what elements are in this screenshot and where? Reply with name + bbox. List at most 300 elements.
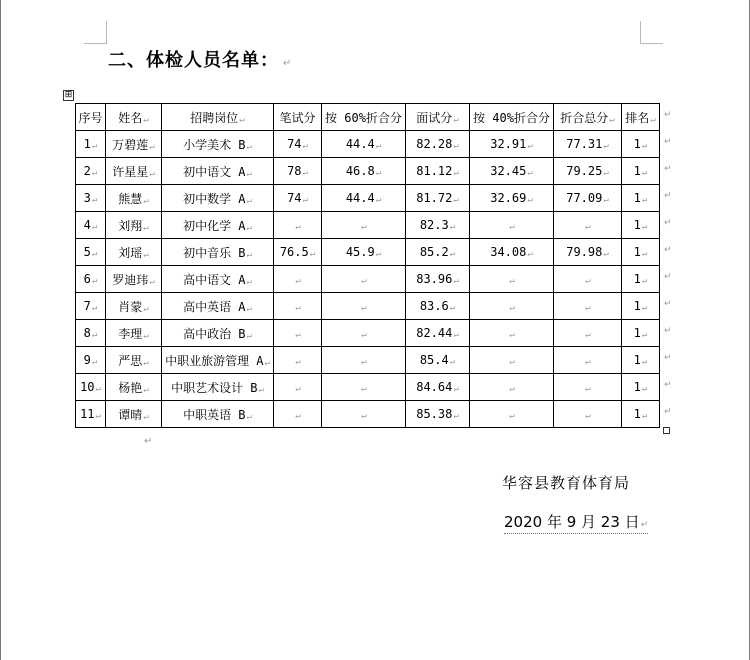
cell-written-60pct[interactable] xyxy=(322,212,406,239)
cell-value: 85.2 xyxy=(419,245,449,259)
cell-interview-score[interactable] xyxy=(406,239,470,266)
cell-value: 2 xyxy=(83,164,91,178)
cell-seq[interactable] xyxy=(76,185,106,212)
cell-written-score[interactable] xyxy=(274,293,322,320)
cell-interview-40pct[interactable] xyxy=(470,374,554,401)
row-end-mark: ↵ xyxy=(664,326,672,336)
cell-value: 83.6 xyxy=(419,299,449,313)
cell-total-score[interactable] xyxy=(554,239,622,266)
header-name xyxy=(106,104,162,131)
cell-name[interactable] xyxy=(106,374,162,401)
cell-end-mark: ↵ xyxy=(641,168,648,178)
cell-value: 76.5 xyxy=(279,245,309,259)
cell-end-mark: ↵ xyxy=(246,249,252,260)
cell-end-mark: ↵ xyxy=(453,168,459,178)
cell-value: 熊慧 xyxy=(118,191,143,206)
cell-end-mark: ↵ xyxy=(375,249,382,259)
cell-end-mark: ↵ xyxy=(509,222,515,232)
cell-seq[interactable] xyxy=(76,266,106,293)
row-end-mark: ↵ xyxy=(664,380,672,390)
header-label: 姓名 xyxy=(118,110,143,125)
cell-end-mark: ↵ xyxy=(585,357,591,367)
table-row xyxy=(76,320,660,347)
cell-value: 罗迪玮 xyxy=(112,272,149,287)
cell-value: 5 xyxy=(83,245,91,259)
cell-total-score[interactable] xyxy=(554,401,622,428)
cell-written-score[interactable] xyxy=(274,347,322,374)
cell-end-mark: ↵ xyxy=(361,330,367,340)
cell-end-mark: ↵ xyxy=(361,276,367,286)
cell-value: 81.12 xyxy=(416,164,453,178)
cell-end-mark: ↵ xyxy=(302,141,308,151)
cell-value: 刘翔 xyxy=(118,218,143,233)
cell-rank[interactable] xyxy=(622,374,660,401)
table-row xyxy=(76,266,660,293)
cell-interview-score[interactable] xyxy=(406,158,470,185)
cell-end-mark: ↵ xyxy=(453,114,459,125)
cell-end-mark: ↵ xyxy=(641,249,648,259)
table-move-handle-icon[interactable]: ⊞ xyxy=(64,90,73,100)
cell-seq[interactable] xyxy=(76,131,106,158)
cell-end-mark: ↵ xyxy=(509,303,515,313)
cell-interview-score[interactable] xyxy=(406,374,470,401)
cell-end-mark: ↵ xyxy=(143,330,149,341)
cell-end-mark: ↵ xyxy=(603,141,609,151)
cell-interview-40pct[interactable] xyxy=(470,239,554,266)
cell-end-mark: ↵ xyxy=(91,141,98,151)
row-end-mark: ↵ xyxy=(664,164,672,174)
cell-total-score[interactable] xyxy=(554,266,622,293)
cell-written-score[interactable] xyxy=(274,320,322,347)
cell-end-mark: ↵ xyxy=(295,222,301,232)
cell-total-score[interactable] xyxy=(554,158,622,185)
cell-end-mark: ↵ xyxy=(603,195,609,205)
cell-written-60pct[interactable] xyxy=(322,374,406,401)
cell-position[interactable] xyxy=(162,239,274,266)
cell-end-mark: ↵ xyxy=(641,222,648,232)
row-end-mark: ↵ xyxy=(664,272,672,282)
table-row xyxy=(76,374,660,401)
cell-interview-40pct[interactable] xyxy=(470,401,554,428)
cell-end-mark: ↵ xyxy=(95,384,101,394)
cell-value: 11 xyxy=(80,407,95,421)
cell-end-mark: ↵ xyxy=(143,303,149,314)
cell-name[interactable] xyxy=(106,293,162,320)
cell-value: 82.28 xyxy=(416,137,453,151)
candidate-table xyxy=(75,103,660,428)
cell-value: 77.31 xyxy=(566,137,603,151)
cell-end-mark: ↵ xyxy=(246,168,252,179)
cell-value: 万碧莲 xyxy=(112,137,149,152)
cell-value: 34.08 xyxy=(490,245,527,259)
cell-end-mark: ↵ xyxy=(239,114,245,125)
table-header-row xyxy=(76,104,660,131)
cell-interview-score[interactable] xyxy=(406,293,470,320)
cell-end-mark: ↵ xyxy=(527,141,533,151)
crop-mark-top-right xyxy=(640,21,663,44)
cell-value: 85.4 xyxy=(419,353,449,367)
cell-end-mark: ↵ xyxy=(143,249,149,260)
header-interview-score xyxy=(406,104,470,131)
cell-value: 32.45 xyxy=(490,164,527,178)
cell-end-mark: ↵ xyxy=(603,249,609,259)
cell-position[interactable] xyxy=(162,347,274,374)
header-label: 按 40%折合分 xyxy=(473,110,550,125)
cell-end-mark: ↵ xyxy=(585,384,591,394)
cell-written-score[interactable] xyxy=(274,239,322,266)
cell-end-mark: ↵ xyxy=(295,357,301,367)
row-end-mark: ↵ xyxy=(664,407,672,417)
cell-end-mark: ↵ xyxy=(453,411,459,421)
cell-value: 高中语文 A xyxy=(183,272,246,287)
cell-end-mark: ↵ xyxy=(609,114,615,125)
header-label: 招聘岗位 xyxy=(190,110,239,125)
cell-value: 刘瑶 xyxy=(118,245,143,260)
cell-total-score[interactable] xyxy=(554,374,622,401)
issue-date-text: 2020 年 9 月 23 日 xyxy=(504,513,640,531)
cell-end-mark: ↵ xyxy=(149,276,155,287)
cell-end-mark: ↵ xyxy=(91,222,98,232)
cell-written-score[interactable] xyxy=(274,374,322,401)
cell-end-mark: ↵ xyxy=(375,168,382,178)
cell-interview-score[interactable] xyxy=(406,347,470,374)
cell-value: 84.64 xyxy=(416,380,453,394)
cell-value: 1 xyxy=(633,191,641,205)
cell-value: 81.72 xyxy=(416,191,453,205)
cell-seq[interactable] xyxy=(76,239,106,266)
cell-rank[interactable] xyxy=(622,293,660,320)
cell-name[interactable] xyxy=(106,320,162,347)
cell-value: 中职英语 B xyxy=(183,407,246,422)
cell-end-mark: ↵ xyxy=(361,222,367,232)
header-seq xyxy=(76,104,106,131)
cell-end-mark: ↵ xyxy=(641,384,648,394)
cell-interview-score[interactable] xyxy=(406,185,470,212)
row-end-mark: ↵ xyxy=(664,218,672,228)
cell-end-mark: ↵ xyxy=(509,384,515,394)
cell-total-score[interactable] xyxy=(554,131,622,158)
cell-value: 小学美术 B xyxy=(183,137,246,152)
cell-value: 1 xyxy=(633,137,641,151)
cell-value: 1 xyxy=(633,272,641,286)
cell-end-mark: ↵ xyxy=(264,357,270,368)
table-row xyxy=(76,239,660,266)
cell-written-score[interactable] xyxy=(274,158,322,185)
cell-interview-40pct[interactable] xyxy=(470,320,554,347)
cell-value: 79.98 xyxy=(566,245,603,259)
cell-seq[interactable] xyxy=(76,374,106,401)
issuing-organization: 华容县教育体育局 xyxy=(502,474,631,492)
paragraph-mark: ↵ xyxy=(144,436,153,447)
cell-name[interactable] xyxy=(106,158,162,185)
cell-value: 许星星 xyxy=(112,164,149,179)
cell-total-score[interactable] xyxy=(554,212,622,239)
cell-interview-score[interactable] xyxy=(406,131,470,158)
cell-rank[interactable] xyxy=(622,239,660,266)
cell-total-score[interactable] xyxy=(554,347,622,374)
cell-value: 李理 xyxy=(118,326,143,341)
cell-end-mark: ↵ xyxy=(246,303,252,314)
cell-end-mark: ↵ xyxy=(309,249,316,259)
cell-end-mark: ↵ xyxy=(143,114,149,125)
cell-end-mark: ↵ xyxy=(295,330,301,340)
crop-mark-top-left xyxy=(84,21,107,44)
cell-interview-score[interactable] xyxy=(406,401,470,428)
cell-interview-score[interactable] xyxy=(406,320,470,347)
cell-seq[interactable] xyxy=(76,293,106,320)
cell-position[interactable] xyxy=(162,158,274,185)
cell-end-mark: ↵ xyxy=(246,195,252,206)
table-row xyxy=(76,293,660,320)
row-end-mark: ↵ xyxy=(664,299,672,309)
cell-value: 初中化学 A xyxy=(183,218,246,233)
row-end-mark: ↵ xyxy=(664,245,672,255)
cell-written-60pct[interactable] xyxy=(322,320,406,347)
cell-end-mark: ↵ xyxy=(246,222,252,233)
cell-value: 74 xyxy=(287,191,302,205)
cell-value: 3 xyxy=(83,191,91,205)
cell-value: 1 xyxy=(633,164,641,178)
page-edge-left xyxy=(0,0,1,660)
cell-end-mark: ↵ xyxy=(361,303,367,313)
header-label: 折合总分 xyxy=(560,110,609,125)
cell-seq[interactable] xyxy=(76,401,106,428)
cell-position[interactable] xyxy=(162,401,274,428)
cell-rank[interactable] xyxy=(622,185,660,212)
cell-interview-40pct[interactable] xyxy=(470,185,554,212)
cell-rank[interactable] xyxy=(622,347,660,374)
cell-end-mark: ↵ xyxy=(509,357,515,367)
cell-end-mark: ↵ xyxy=(91,249,98,259)
cell-value: 32.69 xyxy=(490,191,527,205)
header-interview-40pct xyxy=(470,104,554,131)
table-resize-handle[interactable] xyxy=(663,427,670,434)
cell-end-mark: ↵ xyxy=(453,195,459,205)
cell-written-score[interactable] xyxy=(274,401,322,428)
cell-end-mark: ↵ xyxy=(641,276,648,286)
cell-end-mark: ↵ xyxy=(641,330,648,340)
cell-name[interactable] xyxy=(106,347,162,374)
cell-name[interactable] xyxy=(106,185,162,212)
header-total-score xyxy=(554,104,622,131)
cell-interview-score[interactable] xyxy=(406,266,470,293)
cell-value: 肖蒙 xyxy=(118,299,143,314)
cell-end-mark: ↵ xyxy=(509,411,515,421)
cell-end-mark: ↵ xyxy=(527,249,533,259)
cell-position[interactable] xyxy=(162,185,274,212)
cell-value: 1 xyxy=(633,353,641,367)
cell-end-mark: ↵ xyxy=(453,384,459,394)
cell-rank[interactable] xyxy=(622,401,660,428)
cell-end-mark: ↵ xyxy=(449,357,456,367)
cell-interview-40pct[interactable] xyxy=(470,293,554,320)
cell-interview-40pct[interactable] xyxy=(470,131,554,158)
cell-end-mark: ↵ xyxy=(449,222,456,232)
cell-end-mark: ↵ xyxy=(143,384,149,395)
cell-written-score[interactable] xyxy=(274,131,322,158)
cell-value: 1 xyxy=(633,218,641,232)
cell-written-60pct[interactable] xyxy=(322,239,406,266)
cell-name[interactable] xyxy=(106,266,162,293)
cell-value: 1 xyxy=(633,299,641,313)
cell-position[interactable] xyxy=(162,293,274,320)
cell-written-60pct[interactable] xyxy=(322,185,406,212)
cell-end-mark: ↵ xyxy=(585,411,591,421)
table-body xyxy=(76,131,660,428)
table-row xyxy=(76,401,660,428)
cell-position[interactable] xyxy=(162,131,274,158)
cell-interview-40pct[interactable] xyxy=(470,158,554,185)
cell-end-mark: ↵ xyxy=(91,330,98,340)
table-row xyxy=(76,131,660,158)
cell-end-mark: ↵ xyxy=(585,330,591,340)
cell-end-mark: ↵ xyxy=(143,222,149,233)
header-position xyxy=(162,104,274,131)
cell-end-mark: ↵ xyxy=(509,330,515,340)
cell-value: 1 xyxy=(633,245,641,259)
cell-end-mark: ↵ xyxy=(143,411,149,422)
cell-written-60pct[interactable] xyxy=(322,401,406,428)
cell-end-mark: ↵ xyxy=(641,411,648,421)
cell-value: 82.44 xyxy=(416,326,453,340)
cell-end-mark: ↵ xyxy=(449,303,456,313)
cell-interview-40pct[interactable] xyxy=(470,266,554,293)
cell-value: 4 xyxy=(83,218,91,232)
cell-value: 高中政治 B xyxy=(183,326,246,341)
paragraph-mark: ↵ xyxy=(283,58,293,69)
row-end-mark: ↵ xyxy=(664,110,672,120)
cell-end-mark: ↵ xyxy=(361,411,367,421)
cell-written-60pct[interactable] xyxy=(322,266,406,293)
header-label: 面试分 xyxy=(416,110,453,125)
cell-end-mark: ↵ xyxy=(361,357,367,367)
cell-position[interactable] xyxy=(162,212,274,239)
header-label: 排名 xyxy=(625,110,650,125)
cell-total-score[interactable] xyxy=(554,320,622,347)
cell-end-mark: ↵ xyxy=(295,411,301,421)
header-label: 序号 xyxy=(78,110,103,125)
cell-end-mark: ↵ xyxy=(91,357,98,367)
cell-value: 8 xyxy=(83,326,91,340)
cell-value: 45.9 xyxy=(345,245,375,259)
cell-end-mark: ↵ xyxy=(641,195,648,205)
cell-value: 严思 xyxy=(118,353,143,368)
cell-seq[interactable] xyxy=(76,320,106,347)
cell-end-mark: ↵ xyxy=(585,222,591,232)
cell-position[interactable] xyxy=(162,320,274,347)
cell-end-mark: ↵ xyxy=(641,303,648,313)
paragraph-mark: ↵ xyxy=(640,520,649,530)
cell-rank[interactable] xyxy=(622,131,660,158)
header-label: 笔试分 xyxy=(279,110,316,125)
cell-written-60pct[interactable] xyxy=(322,158,406,185)
cell-value: 10 xyxy=(80,380,95,394)
cell-value: 82.3 xyxy=(419,218,449,232)
cell-value: 初中音乐 B xyxy=(183,245,246,260)
cell-end-mark: ↵ xyxy=(295,303,301,313)
cell-rank[interactable] xyxy=(622,158,660,185)
cell-name[interactable] xyxy=(106,401,162,428)
cell-end-mark: ↵ xyxy=(246,411,252,422)
cell-rank[interactable] xyxy=(622,212,660,239)
cell-rank[interactable] xyxy=(622,266,660,293)
cell-value: 初中语文 A xyxy=(183,164,246,179)
cell-written-score[interactable] xyxy=(274,185,322,212)
cell-end-mark: ↵ xyxy=(91,303,98,313)
cell-value: 1 xyxy=(633,380,641,394)
cell-interview-score[interactable] xyxy=(406,212,470,239)
cell-value: 77.09 xyxy=(566,191,603,205)
cell-end-mark: ↵ xyxy=(149,168,155,179)
cell-value: 中职业旅游管理 A xyxy=(165,353,264,368)
cell-end-mark: ↵ xyxy=(641,357,648,367)
cell-value: 6 xyxy=(83,272,91,286)
cell-end-mark: ↵ xyxy=(91,195,98,205)
cell-seq[interactable] xyxy=(76,212,106,239)
cell-seq[interactable] xyxy=(76,347,106,374)
table-row xyxy=(76,347,660,374)
cell-name[interactable] xyxy=(106,131,162,158)
cell-value: 32.91 xyxy=(490,137,527,151)
header-rank xyxy=(622,104,660,131)
cell-written-60pct[interactable] xyxy=(322,293,406,320)
cell-end-mark: ↵ xyxy=(453,330,459,340)
cell-value: 44.4 xyxy=(345,137,375,151)
cell-end-mark: ↵ xyxy=(149,141,155,152)
cell-value: 1 xyxy=(633,326,641,340)
cell-name[interactable] xyxy=(106,239,162,266)
cell-position[interactable] xyxy=(162,374,274,401)
cell-position[interactable] xyxy=(162,266,274,293)
cell-value: 谭晴 xyxy=(118,407,143,422)
cell-interview-40pct[interactable] xyxy=(470,347,554,374)
cell-end-mark: ↵ xyxy=(650,114,656,125)
cell-value: 1 xyxy=(633,407,641,421)
cell-rank[interactable] xyxy=(622,320,660,347)
cell-written-score[interactable] xyxy=(274,266,322,293)
cell-end-mark: ↵ xyxy=(302,168,308,178)
cell-end-mark: ↵ xyxy=(91,168,98,178)
cell-written-score[interactable] xyxy=(274,212,322,239)
cell-name[interactable] xyxy=(106,212,162,239)
cell-end-mark: ↵ xyxy=(527,195,533,205)
cell-written-60pct[interactable] xyxy=(322,131,406,158)
cell-end-mark: ↵ xyxy=(295,276,301,286)
cell-end-mark: ↵ xyxy=(375,195,382,205)
table-row xyxy=(76,158,660,185)
cell-written-60pct[interactable] xyxy=(322,347,406,374)
row-end-mark: ↵ xyxy=(664,353,672,363)
cell-end-mark: ↵ xyxy=(449,249,456,259)
cell-end-mark: ↵ xyxy=(585,276,591,286)
header-label: 按 60%折合分 xyxy=(325,110,402,125)
cell-value: 46.8 xyxy=(345,164,375,178)
cell-interview-40pct[interactable] xyxy=(470,212,554,239)
cell-end-mark: ↵ xyxy=(453,276,459,286)
cell-end-mark: ↵ xyxy=(375,141,382,151)
cell-value: 中职艺术设计 B xyxy=(171,380,258,395)
cell-value: 杨艳 xyxy=(118,380,143,395)
cell-end-mark: ↵ xyxy=(95,411,101,421)
cell-end-mark: ↵ xyxy=(302,195,308,205)
cell-value: 85.38 xyxy=(416,407,453,421)
cell-total-score[interactable] xyxy=(554,293,622,320)
cell-end-mark: ↵ xyxy=(91,276,98,286)
cell-value: 79.25 xyxy=(566,164,603,178)
cell-end-mark: ↵ xyxy=(143,195,149,206)
cell-seq[interactable] xyxy=(76,158,106,185)
cell-total-score[interactable] xyxy=(554,185,622,212)
